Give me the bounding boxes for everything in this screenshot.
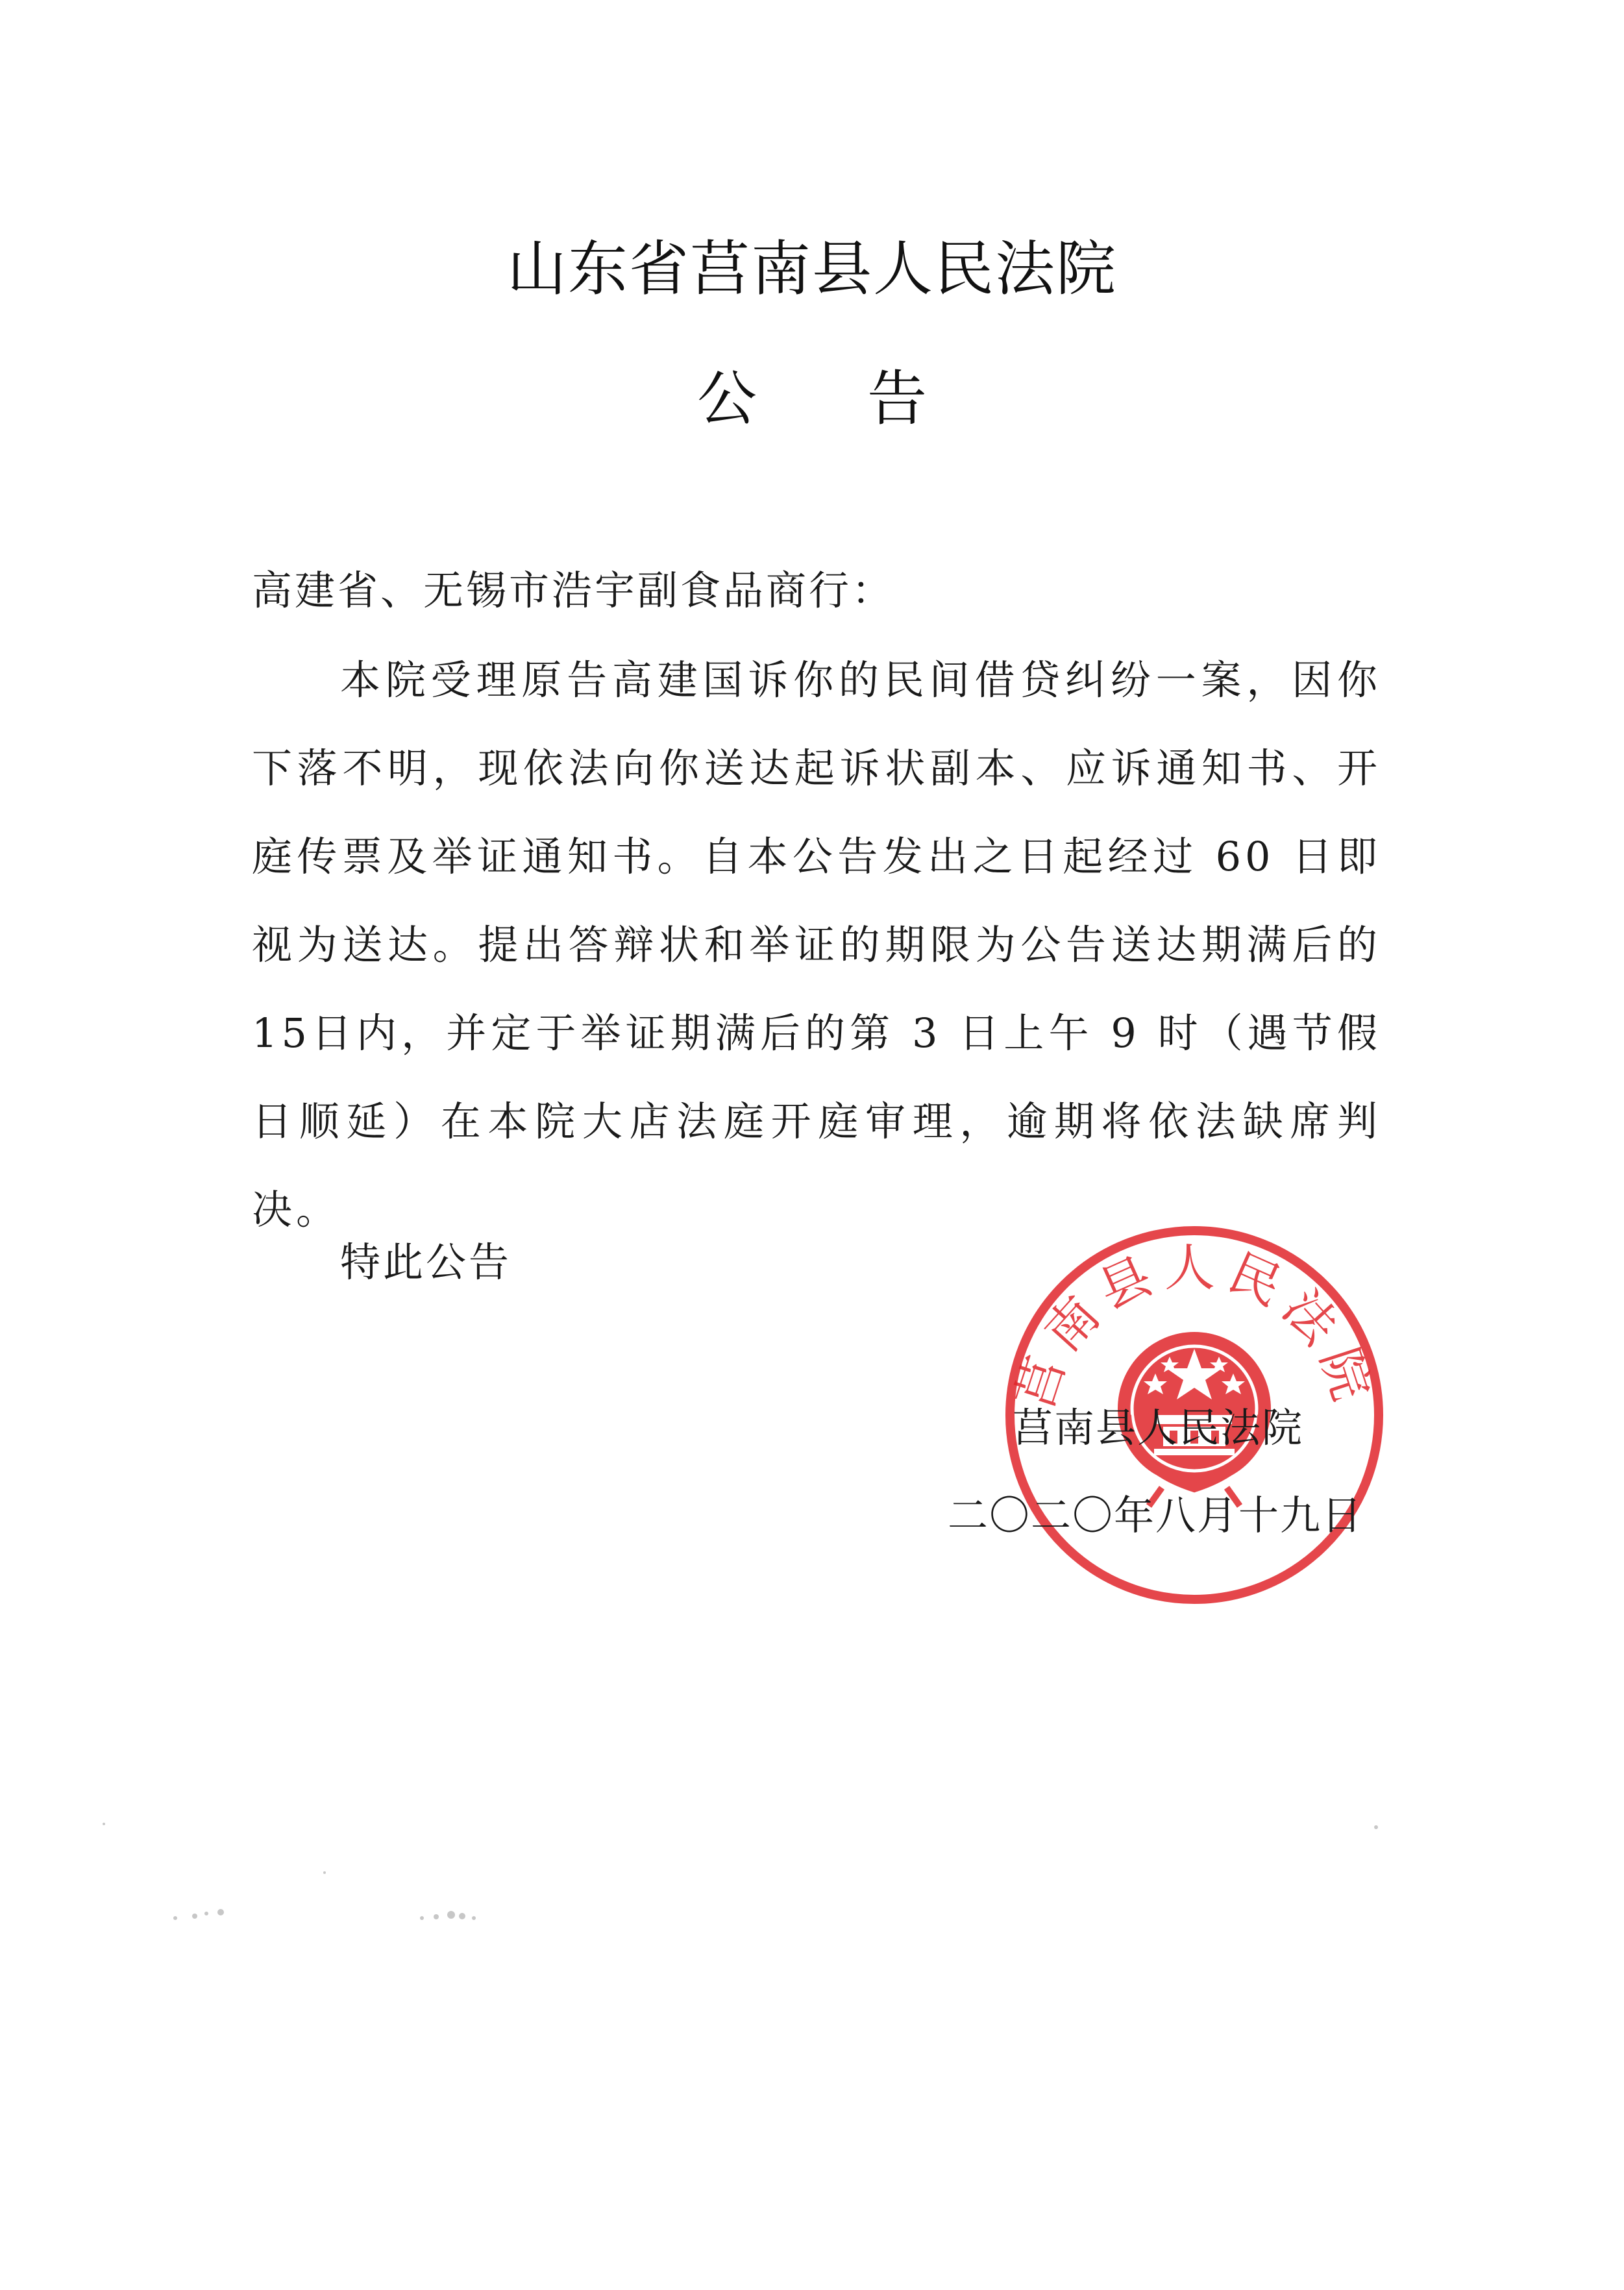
issue-date: 二〇二〇年八月十九日: [948, 1492, 1364, 1539]
document-type-heading: 公告: [697, 364, 1037, 434]
closing-phrase: 特此公告: [340, 1238, 512, 1286]
addressee-line: 高建省、无锡市浩宇副食品商行：: [252, 567, 895, 614]
seal-text: 莒南县人民法院: [1005, 1238, 1383, 1416]
notice-body-paragraph: 本院受理原告高建国诉你的民间借贷纠纷一案，因你下落不明，现依法向你送达起诉状副本、应诉通知书、开庭传票及举证通知书。自本公告发出之日起经过 60 日即视为送达。提出答辩状和举证的期限为公告送达期满后的15日内，并定于举证期满后的第 3 日上午 9 时（遇节假日顺延）在本院大店法庭开庭审理，逾期将依法缺席判决。: [252, 656, 1381, 1233]
court-name-heading: 山东省莒南县人民法院: [506, 234, 1117, 304]
issuer-signature: 莒南县人民法院: [1013, 1404, 1304, 1451]
